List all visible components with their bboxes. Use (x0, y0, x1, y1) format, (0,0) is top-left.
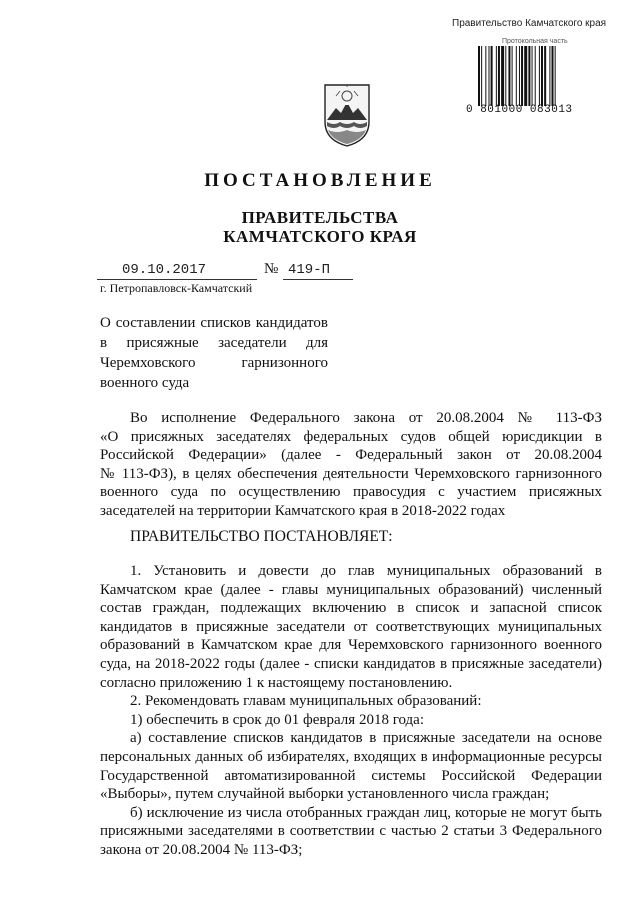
preamble-line: Российской Федерации» (далее - Федеральный закон от 20.08.2004 (100, 447, 602, 464)
document-number-label: № (264, 261, 279, 277)
registration-stamp (452, 18, 636, 118)
barcode-number: 0 801000 083013 (466, 104, 573, 116)
barcode-bar (541, 46, 543, 106)
barcode-icon (478, 46, 628, 106)
stamp-subtitle: Протокольная часть (502, 38, 568, 45)
barcode-bar (549, 46, 550, 106)
stamp-organization: Правительство Камчатского края (452, 18, 607, 29)
document-issuer-line2: КАМЧАТСКОГО КРАЯ (223, 227, 417, 246)
barcode-bar (491, 46, 493, 106)
preamble-line: № 113-ФЗ), в целях обеспечения деятельности Черемховского гарнизонного (100, 465, 602, 482)
document-number: 419-П (288, 262, 331, 278)
barcode-bar (489, 46, 490, 106)
item2-1a-line: персональных данных об избирателях, входящих в информационные ресурсы (100, 748, 602, 765)
document-type-title: ПОСТАНОВЛЕНИЕ (204, 170, 436, 191)
item1-line: 1. Установить и довести до глав муниципальных образований в (130, 563, 602, 579)
barcode-bar (552, 46, 554, 106)
barcode-bar (524, 46, 527, 106)
item1-line: состав граждан, подлежащих включению в список и запасной список (100, 600, 602, 617)
number-underline (283, 279, 353, 280)
barcode-bar (505, 46, 506, 106)
barcode-bar (539, 46, 540, 106)
document-place: г. Петропавловск-Камчатский (100, 281, 253, 295)
item2-1b-line: закона от 20.08.2004 № 113-ФЗ; (100, 841, 303, 858)
document-subject (100, 313, 328, 393)
item1-line: суда, на 2018-2022 годы (далее - списки кандидатов в присяжные заседатели) (100, 655, 602, 672)
barcode-bar (485, 46, 486, 106)
item2-1a-line: «Выборы», путем случайной выборки установленного числа граждан; (100, 786, 550, 803)
date-underline (97, 279, 257, 280)
barcode-bar (498, 46, 500, 106)
barcode-bar (512, 46, 513, 106)
item2-1a-line: Государственной автоматизированной системы Российской Федерации (100, 767, 602, 784)
item1-line: Камчатском крае (далее - главы муниципальных образований) численный (100, 581, 602, 598)
preamble-line: «О присяжных заседателях федеральных судов общей юрисдикции в (100, 428, 602, 445)
preamble-line: военного суда по осуществлению правосудия с участием присяжных (100, 484, 602, 501)
barcode-bar (544, 46, 546, 106)
item2-line: 2. Рекомендовать главам муниципальных образований: (130, 693, 482, 710)
item2-1b-line: присяжными заседателями в соответствии с частью 2 статьи 3 Федерального (100, 823, 602, 840)
subject-line: в присяжные заседатели для (100, 335, 328, 351)
subject-line: военного суда (100, 375, 190, 391)
preamble-paragraph (100, 409, 602, 521)
item1-line: кандидатов в присяжные заседатели от соответствующих муниципальных (100, 618, 602, 635)
document-date: 09.10.2017 (122, 262, 207, 278)
item2-1-line: 1) обеспечить в срок до 01 февраля 2018 года: (130, 711, 424, 728)
barcode-bar (478, 46, 480, 106)
barcode-bar (508, 46, 510, 106)
item2-1a-line: а) составление списков кандидатов в присяжные заседатели на основе (130, 730, 602, 747)
barcode-bar (501, 46, 504, 106)
barcode-bar (528, 46, 530, 106)
barcode-bar (496, 46, 497, 106)
document-issuer-line1: ПРАВИТЕЛЬСТВА (241, 208, 399, 227)
barcode-bar (521, 46, 523, 106)
kamchatka-coat-of-arms-icon (322, 82, 372, 148)
subject-line: Черемховского гарнизонного (100, 355, 328, 371)
subject-line: О составлении списков кандидатов (100, 315, 328, 331)
barcode-bar (516, 46, 517, 106)
barcode-bar (535, 46, 536, 106)
item2-1b-line: б) исключение из числа отобранных граждан лиц, которые не могут быть (130, 804, 602, 821)
barcode-bar (481, 46, 482, 106)
resolution-heading: ПРАВИТЕЛЬСТВО ПОСТАНОВЛЯЕТ: (130, 528, 393, 545)
item1-line: согласно приложению 1 к настоящему постановлению. (100, 674, 453, 691)
preamble-line: Во исполнение Федерального закона от 20.08.2004 № 113-ФЗ (130, 410, 602, 426)
preamble-line: заседателей на территории Камчатского края в 2018-2022 годах (100, 502, 506, 519)
resolution-items (100, 562, 602, 860)
barcode-bar (519, 46, 520, 106)
barcode-bar (555, 46, 556, 106)
item1-line: образований в Камчатском крае для Черемховского гарнизонного военного (100, 637, 602, 654)
barcode-bar (532, 46, 533, 106)
